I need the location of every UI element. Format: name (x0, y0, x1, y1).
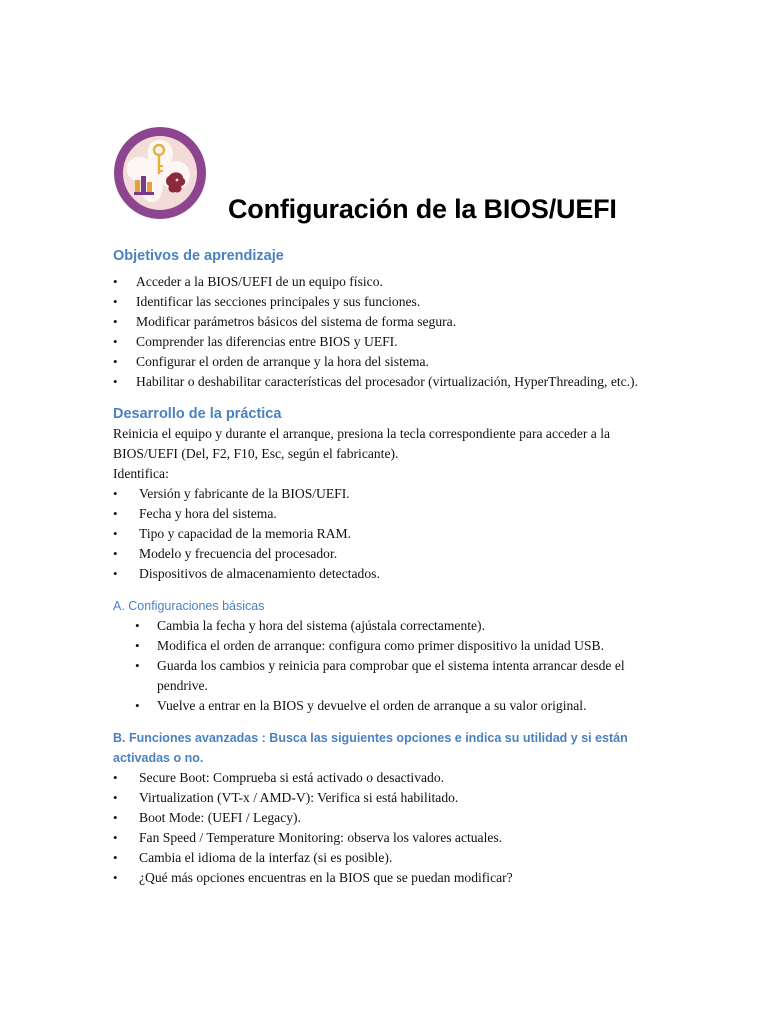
bullet-icon: • (113, 334, 118, 349)
bullet-icon: • (113, 566, 118, 581)
list-item: • Configurar el orden de arranque y la hora del sistema. (113, 352, 658, 372)
desarrollo-intro: Reinicia el equipo y durante el arranque, presiona la tecla correspondiente para acceder a la BIOS/UEFI (Del, F2, F10, Esc, según el fabricante). (113, 426, 611, 461)
page-title: Configuración de la BIOS/UEFI (228, 194, 617, 224)
list-item: • Cambia la fecha y hora del sistema (ajústala correctamente). (113, 616, 658, 636)
bullet-icon: • (113, 870, 118, 885)
bullet-icon: • (113, 790, 118, 805)
bullet-icon: • (113, 294, 118, 309)
list-item: • Modifica el orden de arranque: configura como primer dispositivo la unidad USB. (113, 636, 658, 656)
list-item: • Identificar las secciones principales y sus funciones. (113, 292, 658, 312)
bullet-icon: • (113, 830, 118, 845)
bullet-icon: • (135, 658, 140, 673)
list-item: • Habilitar o deshabilitar características del procesador (virtualización, HyperThreading, etc.). (113, 372, 658, 392)
seccion-b-list (113, 768, 658, 888)
list-item: • Virtualization (VT-x / AMD-V): Verifica si está habilitado. (113, 788, 658, 808)
list-item: • Cambia el idioma de la interfaz (si es posible). (113, 848, 658, 868)
list-item: • Fecha y hora del sistema. (113, 504, 658, 524)
list-item: • ¿Qué más opciones encuentras en la BIOS que se puedan modificar? (113, 868, 658, 888)
bullet-icon: • (113, 770, 118, 785)
list-item: • Acceder a la BIOS/UEFI de un equipo físico. (113, 272, 658, 292)
list-item: • Modelo y frecuencia del procesador. (113, 544, 658, 564)
bullet-icon: • (113, 354, 118, 369)
list-item: • Modificar parámetros básicos del sistema de forma segura. (113, 312, 658, 332)
document-body (113, 246, 658, 888)
bullet-icon: • (135, 698, 140, 713)
list-item: • Dispositivos de almacenamiento detectados. (113, 564, 658, 584)
bullet-icon: • (113, 526, 118, 541)
bullet-icon: • (135, 638, 140, 653)
list-item: • Fan Speed / Temperature Monitoring: observa los valores actuales. (113, 828, 658, 848)
key-and-hand-emblem-icon (113, 126, 207, 220)
section-heading-a: A. Configuraciones básicas (113, 599, 265, 613)
objetivos-list (113, 272, 658, 392)
bullet-icon: • (113, 314, 118, 329)
list-item: • Tipo y capacidad de la memoria RAM. (113, 524, 658, 544)
bullet-icon: • (113, 486, 118, 501)
identifica-list (113, 484, 658, 584)
list-item: • Guarda los cambios y reinicia para comprobar que el sistema intenta arrancar desde el pendrive. (135, 658, 625, 693)
list-item: • Versión y fabricante de la BIOS/UEFI. (113, 484, 658, 504)
list-item: • Boot Mode: (UEFI / Legacy). (113, 808, 658, 828)
section-heading-b: B. Funciones avanzadas : Busca las siguientes opciones e indica su utilidad y si están activadas o no. (113, 731, 628, 765)
section-heading-objetivos: Objetivos de aprendizaje (113, 248, 284, 264)
list-item: • Vuelve a entrar en la BIOS y devuelve el orden de arranque a su valor original. (113, 696, 658, 716)
list-item: • Comprender las diferencias entre BIOS y UEFI. (113, 332, 658, 352)
list-item: • Secure Boot: Comprueba si está activado o desactivado. (113, 768, 658, 788)
bullet-icon: • (113, 850, 118, 865)
identifica-label: Identifica: (113, 466, 169, 481)
bullet-icon: • (135, 618, 140, 633)
bullet-icon: • (113, 546, 118, 561)
bullet-icon: • (113, 810, 118, 825)
section-heading-desarrollo: Desarrollo de la práctica (113, 406, 282, 422)
bullet-icon: • (113, 274, 118, 289)
bullet-icon: • (113, 506, 118, 521)
bullet-icon: • (113, 374, 118, 389)
seccion-a-list (113, 616, 658, 716)
